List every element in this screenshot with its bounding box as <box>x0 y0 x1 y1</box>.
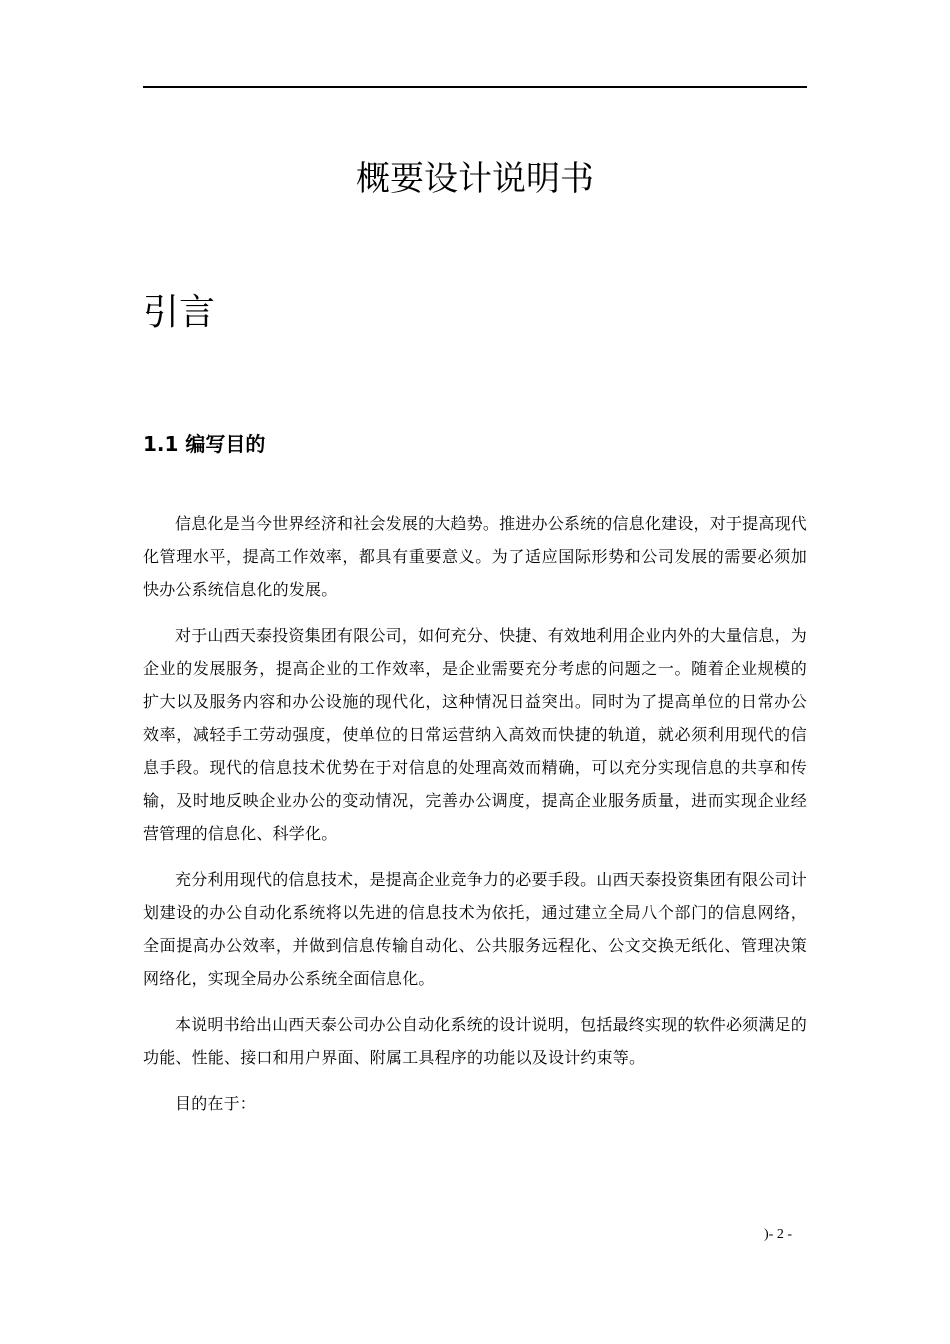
document-title: 概要设计说明书 <box>356 159 594 199</box>
paragraph: 充分利用现代的信息技术，是提高企业竞争力的必要手段。山西天泰投资集团有限公司计划建设的办公自动化系统将以先进的信息技术为依托，通过建立全局八个部门的信息网络，全面提高办公效率，并做到信息传输自动化、公共服务远程化、公文交换无纸化、管理决策网络化，实现全局办公系统全面信息化。 <box>143 870 807 988</box>
header-rule <box>143 86 807 88</box>
paragraph: 目的在于： <box>175 1094 257 1113</box>
paragraph: 信息化是当今世界经济和社会发展的大趋势。推进办公系统的信息化建设，对于提高现代化管理水平，提高工作效率，都具有重要意义。为了适应国际形势和公司发展的需要必须加快办公系统信息化的发展。 <box>143 514 807 599</box>
body-text <box>143 507 807 1133</box>
section-heading: 1.1 编写目的 <box>143 432 266 456</box>
chapter-heading: 引言 <box>143 292 216 333</box>
paragraph: 对于山西天泰投资集团有限公司，如何充分、快捷、有效地利用企业内外的大量信息，为企业的发展服务，提高企业的工作效率，是企业需要充分考虑的问题之一。随着企业规模的扩大以及服务内容和办公设施的现代化，这种情况日益突出。同时为了提高单位的日常办公效率，减轻手工劳动强度，使单位的日常运营纳入高效而快捷的轨道，就必须利用现代的信息手段。现代的信息技术优势在于对信息的处理高效而精确，可以充分实现信息的共享和传输，及时地反映企业办公的变动情况，完善办公调度，提高企业服务质量，进而实现企业经营管理的信息化、科学化。 <box>143 626 807 843</box>
paragraph: 本说明书给出山西天泰公司办公自动化系统的设计说明，包括最终实现的软件必须满足的功能、性能、接口和用户界面、附属工具程序的功能以及设计约束等。 <box>143 1015 807 1067</box>
page-number: )- 2 - <box>764 1227 792 1242</box>
